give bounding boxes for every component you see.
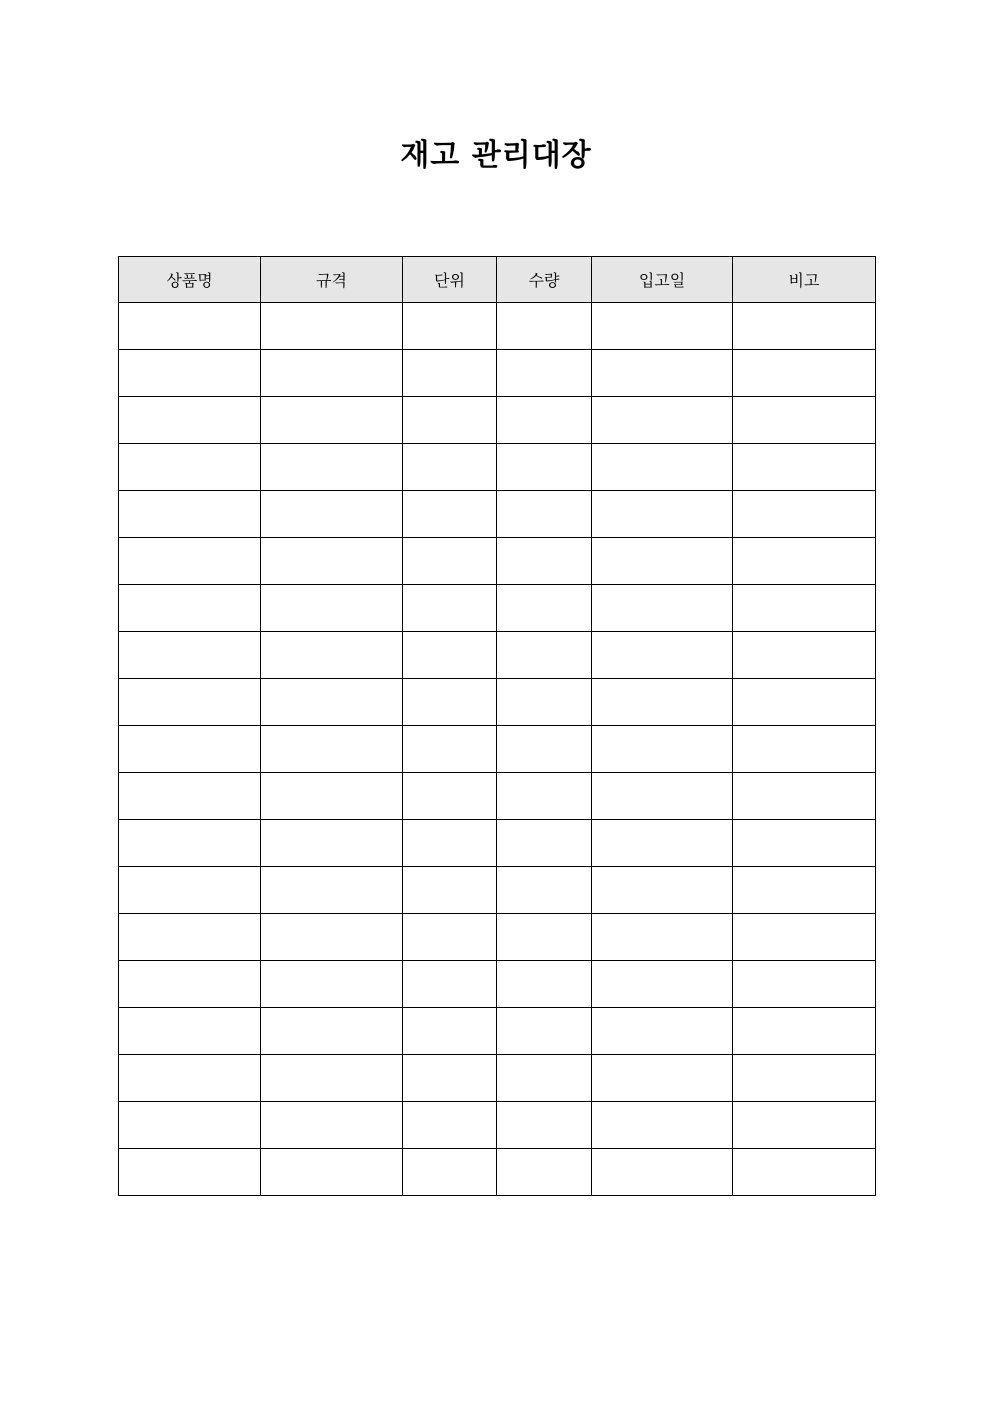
table-row [119, 1149, 876, 1196]
product-name-cell[interactable] [119, 726, 261, 773]
product-name-cell[interactable] [119, 1102, 261, 1149]
remarks-cell[interactable] [733, 867, 876, 914]
quantity-cell[interactable] [497, 491, 592, 538]
quantity-cell[interactable] [497, 444, 592, 491]
quantity-cell[interactable] [497, 1149, 592, 1196]
quantity-cell[interactable] [497, 726, 592, 773]
receipt-date-cell[interactable] [592, 350, 733, 397]
specification-cell[interactable] [261, 350, 403, 397]
receipt-date-cell[interactable] [592, 1149, 733, 1196]
inventory-ledger-table [118, 256, 876, 1196]
receipt-date-cell[interactable] [592, 914, 733, 961]
specification-cell[interactable] [261, 585, 403, 632]
column-header-quantity: 수량 [497, 257, 592, 303]
receipt-date-cell[interactable] [592, 1008, 733, 1055]
remarks-cell[interactable] [733, 1008, 876, 1055]
remarks-cell[interactable] [733, 726, 876, 773]
product-name-cell[interactable] [119, 350, 261, 397]
remarks-cell[interactable] [733, 914, 876, 961]
product-name-cell[interactable] [119, 1008, 261, 1055]
product-name-cell[interactable] [119, 820, 261, 867]
specification-cell[interactable] [261, 444, 403, 491]
product-name-cell[interactable] [119, 632, 261, 679]
column-header-unit: 단위 [403, 257, 497, 303]
unit-cell[interactable] [403, 679, 497, 726]
product-name-cell[interactable] [119, 303, 261, 350]
table-row [119, 679, 876, 726]
receipt-date-cell[interactable] [592, 303, 733, 350]
product-name-cell[interactable] [119, 867, 261, 914]
unit-cell[interactable] [403, 961, 497, 1008]
remarks-cell[interactable] [733, 632, 876, 679]
table-row [119, 914, 876, 961]
table-row [119, 491, 876, 538]
product-name-cell[interactable] [119, 961, 261, 1008]
table-row [119, 773, 876, 820]
column-header-receipt-date: 입고일 [592, 257, 733, 303]
receipt-date-cell[interactable] [592, 773, 733, 820]
remarks-cell[interactable] [733, 1149, 876, 1196]
specification-cell[interactable] [261, 961, 403, 1008]
quantity-cell[interactable] [497, 632, 592, 679]
table-body [119, 303, 876, 1196]
remarks-cell[interactable] [733, 303, 876, 350]
receipt-date-cell[interactable] [592, 585, 733, 632]
table-row [119, 1055, 876, 1102]
quantity-cell[interactable] [497, 397, 592, 444]
table-row [119, 632, 876, 679]
specification-cell[interactable] [261, 726, 403, 773]
product-name-cell[interactable] [119, 491, 261, 538]
product-name-cell[interactable] [119, 914, 261, 961]
remarks-cell[interactable] [733, 1055, 876, 1102]
unit-cell[interactable] [403, 820, 497, 867]
remarks-cell[interactable] [733, 444, 876, 491]
product-name-cell[interactable] [119, 444, 261, 491]
specification-cell[interactable] [261, 1149, 403, 1196]
product-name-cell[interactable] [119, 773, 261, 820]
table-row [119, 303, 876, 350]
receipt-date-cell[interactable] [592, 726, 733, 773]
remarks-cell[interactable] [733, 1102, 876, 1149]
unit-cell[interactable] [403, 444, 497, 491]
quantity-cell[interactable] [497, 773, 592, 820]
table-row [119, 1102, 876, 1149]
quantity-cell[interactable] [497, 679, 592, 726]
table-row [119, 444, 876, 491]
column-header-specification: 규격 [261, 257, 403, 303]
column-header-remarks: 비고 [733, 257, 876, 303]
receipt-date-cell[interactable] [592, 444, 733, 491]
remarks-cell[interactable] [733, 961, 876, 1008]
table-row [119, 867, 876, 914]
remarks-cell[interactable] [733, 679, 876, 726]
unit-cell[interactable] [403, 867, 497, 914]
product-name-cell[interactable] [119, 538, 261, 585]
unit-cell[interactable] [403, 350, 497, 397]
quantity-cell[interactable] [497, 585, 592, 632]
remarks-cell[interactable] [733, 350, 876, 397]
receipt-date-cell[interactable] [592, 867, 733, 914]
quantity-cell[interactable] [497, 1102, 592, 1149]
receipt-date-cell[interactable] [592, 679, 733, 726]
column-header-product-name: 상품명 [119, 257, 261, 303]
unit-cell[interactable] [403, 1149, 497, 1196]
table-row [119, 350, 876, 397]
specification-cell[interactable] [261, 679, 403, 726]
unit-cell[interactable] [403, 1008, 497, 1055]
remarks-cell[interactable] [733, 491, 876, 538]
product-name-cell[interactable] [119, 397, 261, 444]
quantity-cell[interactable] [497, 867, 592, 914]
document-title: 재고 관리대장 [400, 138, 592, 173]
receipt-date-cell[interactable] [592, 1102, 733, 1149]
remarks-cell[interactable] [733, 538, 876, 585]
quantity-cell[interactable] [497, 1008, 592, 1055]
unit-cell[interactable] [403, 397, 497, 444]
receipt-date-cell[interactable] [592, 632, 733, 679]
specification-cell[interactable] [261, 303, 403, 350]
unit-cell[interactable] [403, 632, 497, 679]
specification-cell[interactable] [261, 1008, 403, 1055]
table-row [119, 538, 876, 585]
specification-cell[interactable] [261, 1055, 403, 1102]
quantity-cell[interactable] [497, 820, 592, 867]
product-name-cell[interactable] [119, 1149, 261, 1196]
receipt-date-cell[interactable] [592, 491, 733, 538]
quantity-cell[interactable] [497, 538, 592, 585]
unit-cell[interactable] [403, 914, 497, 961]
unit-cell[interactable] [403, 1102, 497, 1149]
specification-cell[interactable] [261, 491, 403, 538]
remarks-cell[interactable] [733, 397, 876, 444]
quantity-cell[interactable] [497, 303, 592, 350]
table-row [119, 961, 876, 1008]
specification-cell[interactable] [261, 538, 403, 585]
remarks-cell[interactable] [733, 820, 876, 867]
remarks-cell[interactable] [733, 773, 876, 820]
specification-cell[interactable] [261, 1102, 403, 1149]
table-row [119, 1008, 876, 1055]
product-name-cell[interactable] [119, 679, 261, 726]
table-row [119, 820, 876, 867]
table-header-row [119, 257, 876, 303]
receipt-date-cell[interactable] [592, 397, 733, 444]
unit-cell[interactable] [403, 585, 497, 632]
quantity-cell[interactable] [497, 1055, 592, 1102]
specification-cell[interactable] [261, 773, 403, 820]
receipt-date-cell[interactable] [592, 961, 733, 1008]
receipt-date-cell[interactable] [592, 538, 733, 585]
specification-cell[interactable] [261, 632, 403, 679]
product-name-cell[interactable] [119, 585, 261, 632]
unit-cell[interactable] [403, 491, 497, 538]
table-row [119, 397, 876, 444]
unit-cell[interactable] [403, 538, 497, 585]
table-row [119, 585, 876, 632]
specification-cell[interactable] [261, 867, 403, 914]
specification-cell[interactable] [261, 820, 403, 867]
specification-cell[interactable] [261, 397, 403, 444]
product-name-cell[interactable] [119, 1055, 261, 1102]
unit-cell[interactable] [403, 1055, 497, 1102]
quantity-cell[interactable] [497, 914, 592, 961]
remarks-cell[interactable] [733, 585, 876, 632]
receipt-date-cell[interactable] [592, 1055, 733, 1102]
receipt-date-cell[interactable] [592, 820, 733, 867]
quantity-cell[interactable] [497, 961, 592, 1008]
unit-cell[interactable] [403, 726, 497, 773]
unit-cell[interactable] [403, 773, 497, 820]
table-row [119, 726, 876, 773]
specification-cell[interactable] [261, 914, 403, 961]
quantity-cell[interactable] [497, 350, 592, 397]
unit-cell[interactable] [403, 303, 497, 350]
